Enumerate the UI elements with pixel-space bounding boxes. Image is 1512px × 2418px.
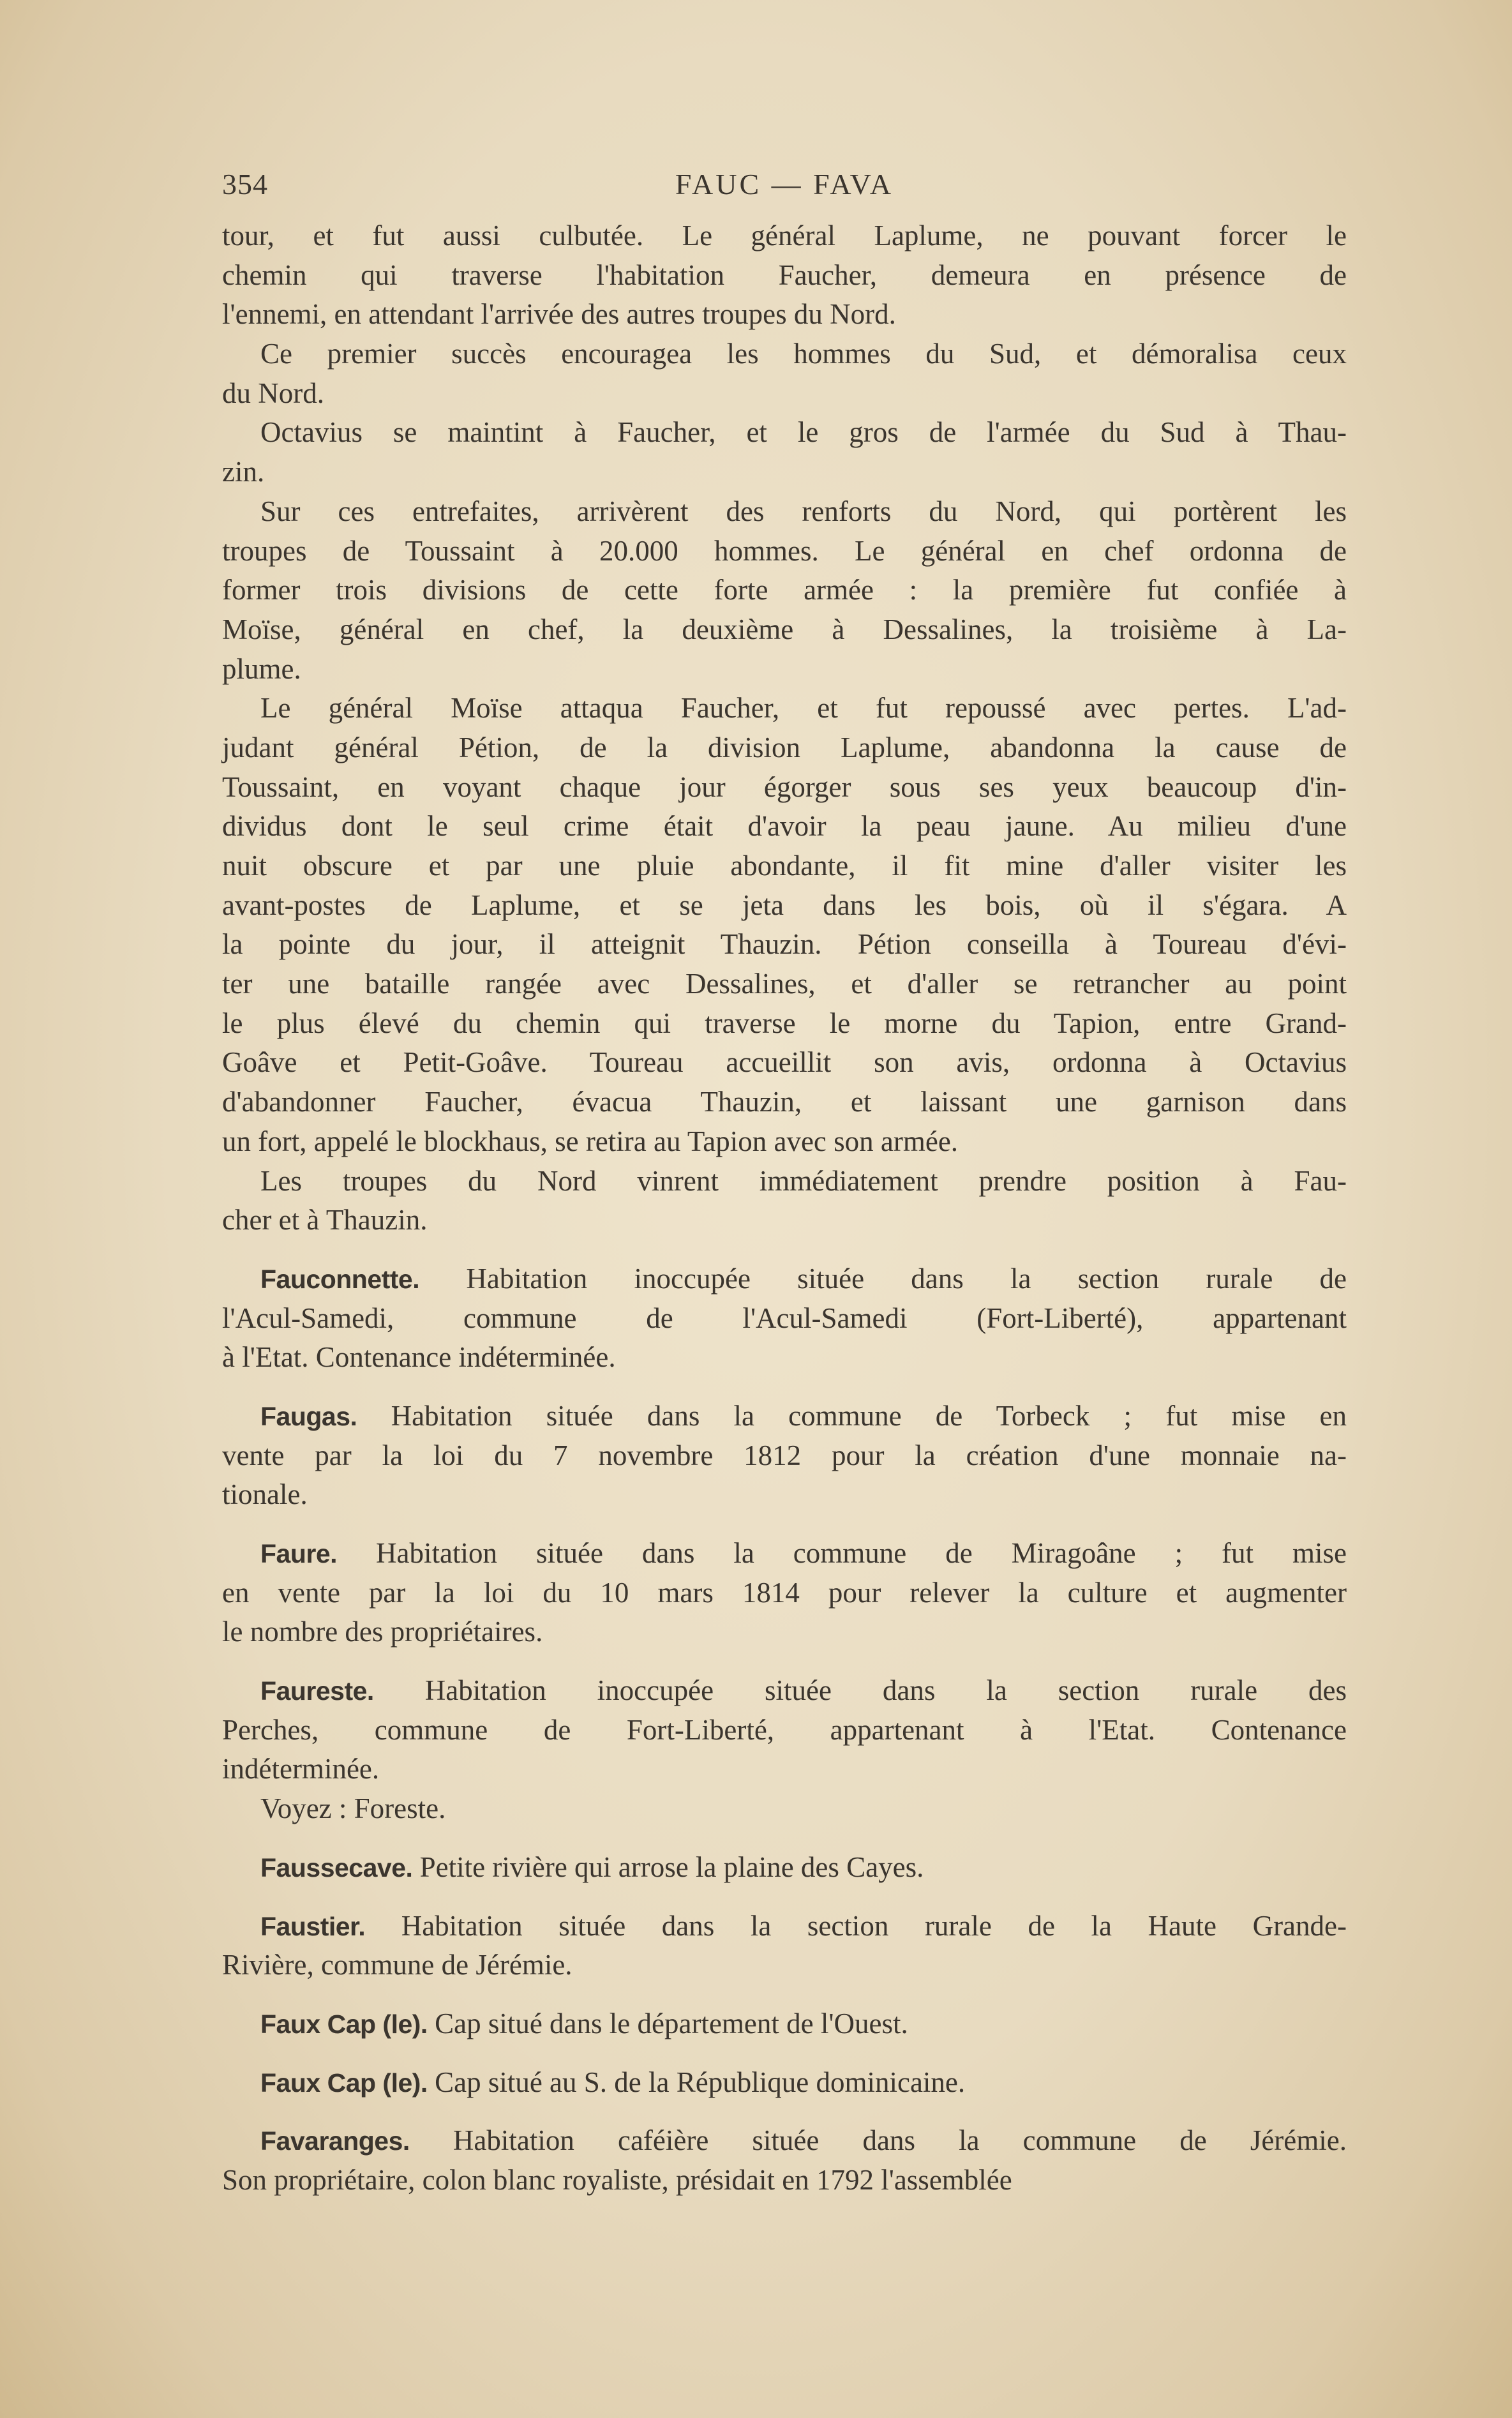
dictionary-entry xyxy=(222,1671,1347,1789)
entry-text: Perches, commune de Fort-Liberté, appartenant à l'Etat. Contenance xyxy=(222,1713,1347,1746)
entry-term: Fauconnette. xyxy=(260,1264,420,1294)
text-line: chemin qui traverse l'habitation Faucher, demeura en présence de xyxy=(222,259,1347,291)
text-line: Les troupes du Nord vinrent immédiatement prendre position à Fau- xyxy=(260,1164,1347,1197)
text-line: troupes de Toussaint à 20.000 hommes. Le général en chef ordonna de xyxy=(222,534,1347,567)
text-line xyxy=(222,1436,1347,1476)
paragraph xyxy=(222,492,1347,689)
text-line xyxy=(222,1397,1347,1436)
entry-text: Habitation inoccupée située dans la section rurale de xyxy=(419,1262,1347,1295)
text-line: ter une bataille rangée avec Dessalines, et d'aller se retrancher au point xyxy=(222,968,1347,1000)
text-line xyxy=(222,2121,1347,2161)
entry-text: indéterminée. xyxy=(222,1753,380,1785)
dictionary-entries xyxy=(222,1259,1347,2200)
text-line: judant général Pétion, de la division Laplume, abandonna la cause de xyxy=(222,731,1347,763)
text-line xyxy=(222,1534,1347,1573)
entry-term: Faussecave. xyxy=(260,1852,413,1882)
page-header xyxy=(222,167,1347,209)
entry-text: Habitation située dans la commune de Torbeck ; fut mise en xyxy=(357,1399,1347,1432)
text-line: Moïse, général en chef, la deuxième à Dessalines, la troisième à La- xyxy=(222,613,1347,645)
text-line: Sur ces entrefaites, arrivèrent des renforts du Nord, qui portèrent les xyxy=(260,495,1347,527)
text-line xyxy=(222,2161,1347,2200)
dictionary-entry xyxy=(222,1534,1347,1652)
text-line xyxy=(222,1907,1347,1946)
dictionary-entry xyxy=(222,1907,1347,1985)
text-line: la pointe du jour, il atteignit Thauzin. Pétion conseilla à Toureau d'évi- xyxy=(222,928,1347,961)
narrative-section xyxy=(222,216,1347,1240)
entry-text: Cap situé au S. de la République dominicaine. xyxy=(427,2066,966,2098)
entry-text: l'Acul-Samedi, commune de l'Acul-Samedi (Fort-Liberté), appartenant xyxy=(222,1302,1347,1334)
text-line xyxy=(222,1259,1347,1299)
text-line: nuit obscure et par une pluie abondante, il fit mine d'aller visiter les xyxy=(222,850,1347,882)
text-line: plume. xyxy=(222,652,301,685)
entry-text: Habitation située dans la commune de Miragoâne ; fut mise xyxy=(337,1537,1347,1569)
page-body xyxy=(222,216,1347,2200)
text-line: l'ennemi, en attendant l'arrivée des autres troupes du Nord. xyxy=(222,298,896,331)
text-line xyxy=(222,1475,1347,1515)
dictionary-entry xyxy=(222,1259,1347,1378)
dictionary-entry xyxy=(222,2004,1347,2044)
running-title: FAUC — FAVA xyxy=(675,168,894,200)
text-line xyxy=(222,1750,1347,1789)
entry-term: Favaranges. xyxy=(260,2126,410,2156)
text-line xyxy=(222,2063,1347,2103)
text-line xyxy=(222,1711,1347,1750)
text-line xyxy=(222,1573,1347,1613)
text-line: Ce premier succès encouragea les hommes du Sud, et démoralisa ceux xyxy=(260,338,1347,370)
paragraph xyxy=(222,216,1347,334)
entry-text: Voyez : Foreste. xyxy=(260,1792,446,1825)
dictionary-entry xyxy=(222,2063,1347,2103)
dictionary-entry xyxy=(222,1397,1347,1515)
text-line: Goâve et Petit-Goâve. Toureau accueillit son avis, ordonna à Octavius xyxy=(222,1046,1347,1079)
text-line: Octavius se maintint à Faucher, et le gros de l'armée du Sud à Thau- xyxy=(260,416,1347,449)
text-line: Toussaint, en voyant chaque jour égorger sous ses yeux beaucoup d'in- xyxy=(222,770,1347,803)
entry-term: Faux Cap (le). xyxy=(260,2009,428,2039)
entry-term: Faux Cap (le). xyxy=(260,2068,428,2098)
text-line xyxy=(222,1946,1347,1985)
dictionary-entry xyxy=(222,1848,1347,1888)
entry-text: Habitation caféière située dans la commune de Jérémie. xyxy=(409,2124,1347,2157)
entry-text: Cap situé dans le département de l'Ouest. xyxy=(427,2007,908,2039)
text-line xyxy=(222,1338,1347,1378)
entry-text: vente par la loi du 7 novembre 1812 pour la création d'une monnaie na- xyxy=(222,1439,1347,1471)
paragraph xyxy=(222,689,1347,1161)
text-line: cher et à Thauzin. xyxy=(222,1204,428,1236)
entry-text: Petite rivière qui arrose la plaine des Cayes. xyxy=(412,1851,924,1883)
entry-term: Faugas. xyxy=(260,1401,357,1431)
text-line: former trois divisions de cette forte armée : la première fut confiée à xyxy=(222,574,1347,606)
entry-text: en vente par la loi du 10 mars 1814 pour relever la culture et augmenter xyxy=(222,1576,1347,1609)
entry-text: le nombre des propriétaires. xyxy=(222,1616,543,1648)
paragraph xyxy=(222,1162,1347,1240)
text-line xyxy=(222,1299,1347,1339)
entry-text: Habitation située dans la section rurale de la Haute Grande- xyxy=(365,1909,1347,1942)
text-line: un fort, appelé le blockhaus, se retira au Tapion avec son armée. xyxy=(222,1125,959,1157)
page-number: 354 xyxy=(222,168,268,200)
text-line: tour, et fut aussi culbutée. Le général Laplume, ne pouvant forcer le xyxy=(222,220,1347,252)
text-line xyxy=(222,1789,1347,1829)
dictionary-entry xyxy=(222,2121,1347,2200)
paragraph xyxy=(222,334,1347,413)
text-line xyxy=(222,1671,1347,1711)
entry-term: Faure. xyxy=(260,1539,338,1568)
entry-term: Faureste. xyxy=(260,1676,374,1706)
entry-text: tionale. xyxy=(222,1478,308,1511)
text-line: Le général Moïse attaqua Faucher, et fut repoussé avec pertes. L'ad- xyxy=(260,692,1347,725)
entry-text: Rivière, commune de Jérémie. xyxy=(222,1949,573,1981)
entry-term: Faustier. xyxy=(260,1911,366,1941)
paragraph xyxy=(222,413,1347,492)
text-line: zin. xyxy=(222,456,265,488)
text-line xyxy=(222,1612,1347,1652)
text-line xyxy=(222,2004,1347,2044)
entry-text: Son propriétaire, colon blanc royaliste, présidait en 1792 l'assemblée xyxy=(222,2163,1012,2196)
text-line: d'abandonner Faucher, évacua Thauzin, et laissant une garnison dans xyxy=(222,1086,1347,1118)
text-line: du Nord. xyxy=(222,377,324,409)
entry-text: Habitation inoccupée située dans la section rurale des xyxy=(373,1674,1347,1707)
text-line xyxy=(222,1848,1347,1888)
text-line: dividus dont le seul crime était d'avoir la peau jaune. Au milieu d'une xyxy=(222,810,1347,843)
text-line: avant-postes de Laplume, et se jeta dans les bois, où il s'égara. A xyxy=(222,889,1347,921)
entry-text: à l'Etat. Contenance indéterminée. xyxy=(222,1341,616,1374)
dictionary-entry xyxy=(222,1789,1347,1829)
text-line: le plus élevé du chemin qui traverse le morne du Tapion, entre Grand- xyxy=(222,1007,1347,1039)
